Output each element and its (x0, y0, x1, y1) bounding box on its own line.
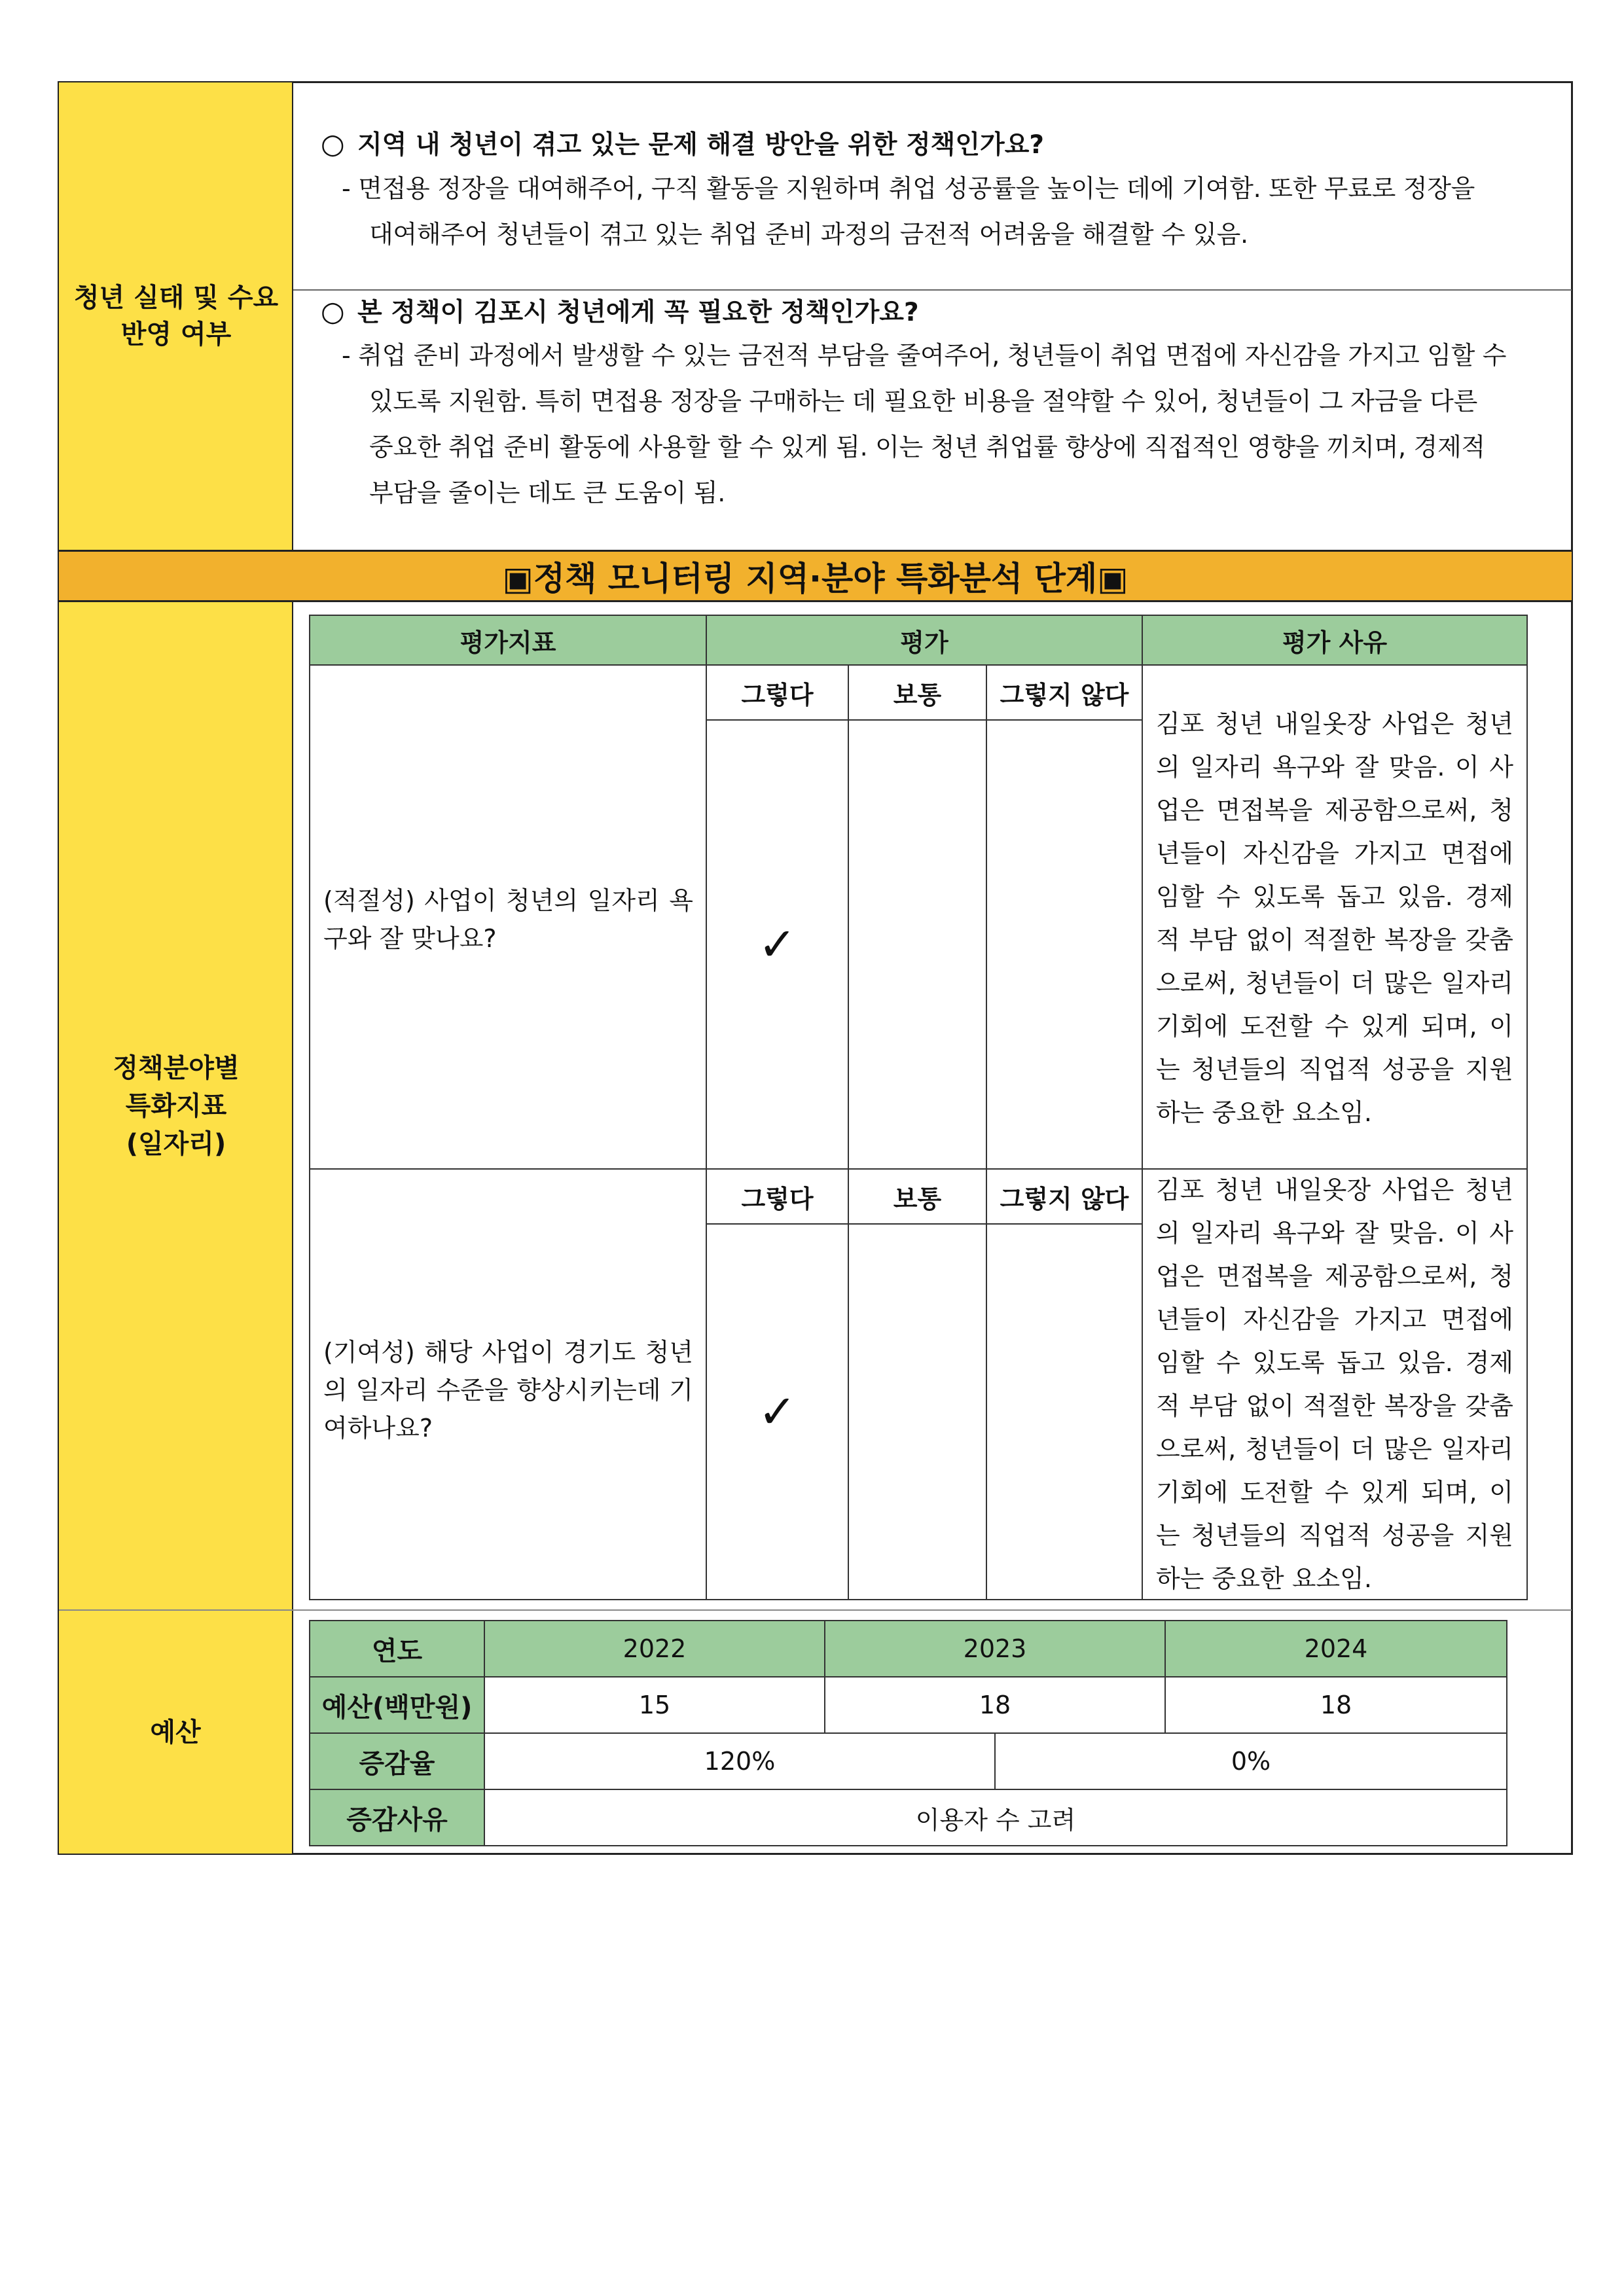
row2-indicator-text: (기여성) 해당 사업이 경기도 청년의 일자리 수준을 향상시키는데 기여하나요? (323, 1338, 693, 1443)
row1-reason-cell (1142, 664, 1528, 1170)
budget-rate-label: 증감율 (309, 1732, 485, 1790)
budget-year-2024: 2024 (1164, 1620, 1507, 1677)
budget-year-label: 연도 (309, 1620, 485, 1677)
row2-indicator-cell (309, 1168, 707, 1600)
row2-cell-neutral[interactable] (848, 1223, 987, 1600)
row1-indicator-text: (적절성) 사업이 청년의 일자리 욕구와 잘 맞나요? (323, 886, 693, 953)
budget-amount-2022: 15 (484, 1676, 825, 1734)
row1-reason-text: 김포 청년 내일옷장 사업은 청년의 일자리 욕구와 잘 맞음. 이 사업은 면접복을 제공함으로써, 청년들이 자신감을 가지고 면접에 임할 수 있도록 돕고 있음. 경제적 부담 없이 적절한 복장을 갖춤으로써, 청년들이 더 많은 일자리 기회에 도전할 수 있게 되며, 이는 청년들의 직업적 성공을 지원하는 중요한 요소임. (1156, 709, 1513, 1127)
budget-year-2022: 2022 (484, 1620, 825, 1677)
answer-2-line-1: - 취업 준비 과정에서 발생할 수 있는 금전적 부담을 줄여주어, 청년들이 취업 면접에 자신감을 가지고 임할 수 (342, 341, 1507, 370)
question-1 (321, 124, 1551, 161)
row1-cell-no[interactable] (986, 719, 1143, 1170)
question-2 (321, 292, 1551, 329)
question-1-text: 지역 내 청년이 겪고 있는 문제 해결 방안을 위한 정책인가요? (357, 130, 1044, 160)
row1-option-yes: 그렇다 (706, 664, 849, 721)
row2-cell-no[interactable] (986, 1223, 1143, 1600)
budget-amount-label: 예산(백만원) (309, 1676, 485, 1734)
answer-2 (342, 332, 1566, 516)
budget-reason-value: 이용자 수 고려 (484, 1789, 1507, 1846)
row1-option-no: 그렇지 않다 (986, 664, 1143, 721)
section2-divider-v (292, 602, 293, 1854)
section2-label: 정책분야별 특화지표 (일자리) (59, 602, 293, 1610)
row1-cell-neutral[interactable] (848, 719, 987, 1170)
header-indicator: 평가지표 (309, 615, 707, 666)
answer-1 (342, 166, 1559, 257)
row2-cell-yes[interactable] (706, 1223, 849, 1600)
answer-2-line-3: 중요한 취업 준비 활동에 사용할 할 수 있게 됨. 이는 청년 취업률 향상에 직접적인 영향을 끼치며, 경제적 (369, 433, 1485, 461)
header-evaluation: 평가 (706, 615, 1143, 666)
checkmark-icon: ✓ (758, 918, 797, 971)
answer-2-line-4: 부담을 줄이는 데도 큰 도움이 됨. (369, 478, 725, 507)
row1-option-neutral: 보통 (848, 664, 987, 721)
budget-reason-label: 증감사유 (309, 1789, 485, 1846)
question-2-text: 본 정책이 김포시 청년에게 꼭 필요한 정책인가요? (357, 298, 919, 327)
answer-1-line-2: 대여해주어 청년들이 겪고 있는 취업 준비 과정의 금전적 어려움을 해결할 수 있음. (369, 220, 1248, 249)
row2-option-neutral: 보통 (848, 1168, 987, 1225)
row1-cell-yes[interactable] (706, 719, 849, 1170)
circle-mark-icon: ○ (321, 128, 345, 160)
header-reason: 평가 사유 (1142, 615, 1528, 666)
checkmark-icon: ✓ (758, 1385, 797, 1439)
budget-amount-2023: 18 (824, 1676, 1166, 1734)
budget-amount-2024: 18 (1164, 1676, 1507, 1734)
budget-label: 예산 (59, 1611, 292, 1854)
row2-option-yes: 그렇다 (706, 1168, 849, 1225)
budget-year-2023: 2023 (824, 1620, 1166, 1677)
budget-rate-2024: 0% (994, 1732, 1507, 1790)
answer-2-line-2: 있도록 지원함. 특히 면접용 정장을 구매하는 데 필요한 비용을 절약할 수 있어, 청년들이 그 자금을 다른 (369, 387, 1477, 416)
budget-rate-2023: 120% (484, 1732, 996, 1790)
answer-1-line-1: - 면접용 정장을 대여해주어, 구직 활동을 지원하며 취업 성공률을 높이는 데에 기여함. 또한 무료로 정장을 (342, 174, 1475, 203)
section1-divider-v (292, 82, 293, 550)
stage-banner: ▣정책 모니터링 지역·분야 특화분석 단계▣ (59, 550, 1572, 602)
circle-mark-icon: ○ (321, 295, 345, 327)
row2-reason-text: 김포 청년 내일옷장 사업은 청년의 일자리 욕구와 잘 맞음. 이 사업은 면접복을 제공함으로써, 청년들이 자신감을 가지고 면접에 임할 수 있도록 돕고 있음. 경제적 부담 없이 적절한 복장을 갖춤으로써, 청년들이 더 많은 일자리 기회에 도전할 수 있게 되며, 이는 청년들의 직업적 성공을 지원하는 중요한 요소임. (1156, 1175, 1513, 1593)
section1-divider-h (293, 289, 1572, 291)
row2-reason-cell (1142, 1168, 1528, 1600)
row2-option-no: 그렇지 않다 (986, 1168, 1143, 1225)
row1-indicator-cell (309, 664, 707, 1170)
section1-label: 청년 실태 및 수요 반영 여부 (59, 82, 293, 550)
